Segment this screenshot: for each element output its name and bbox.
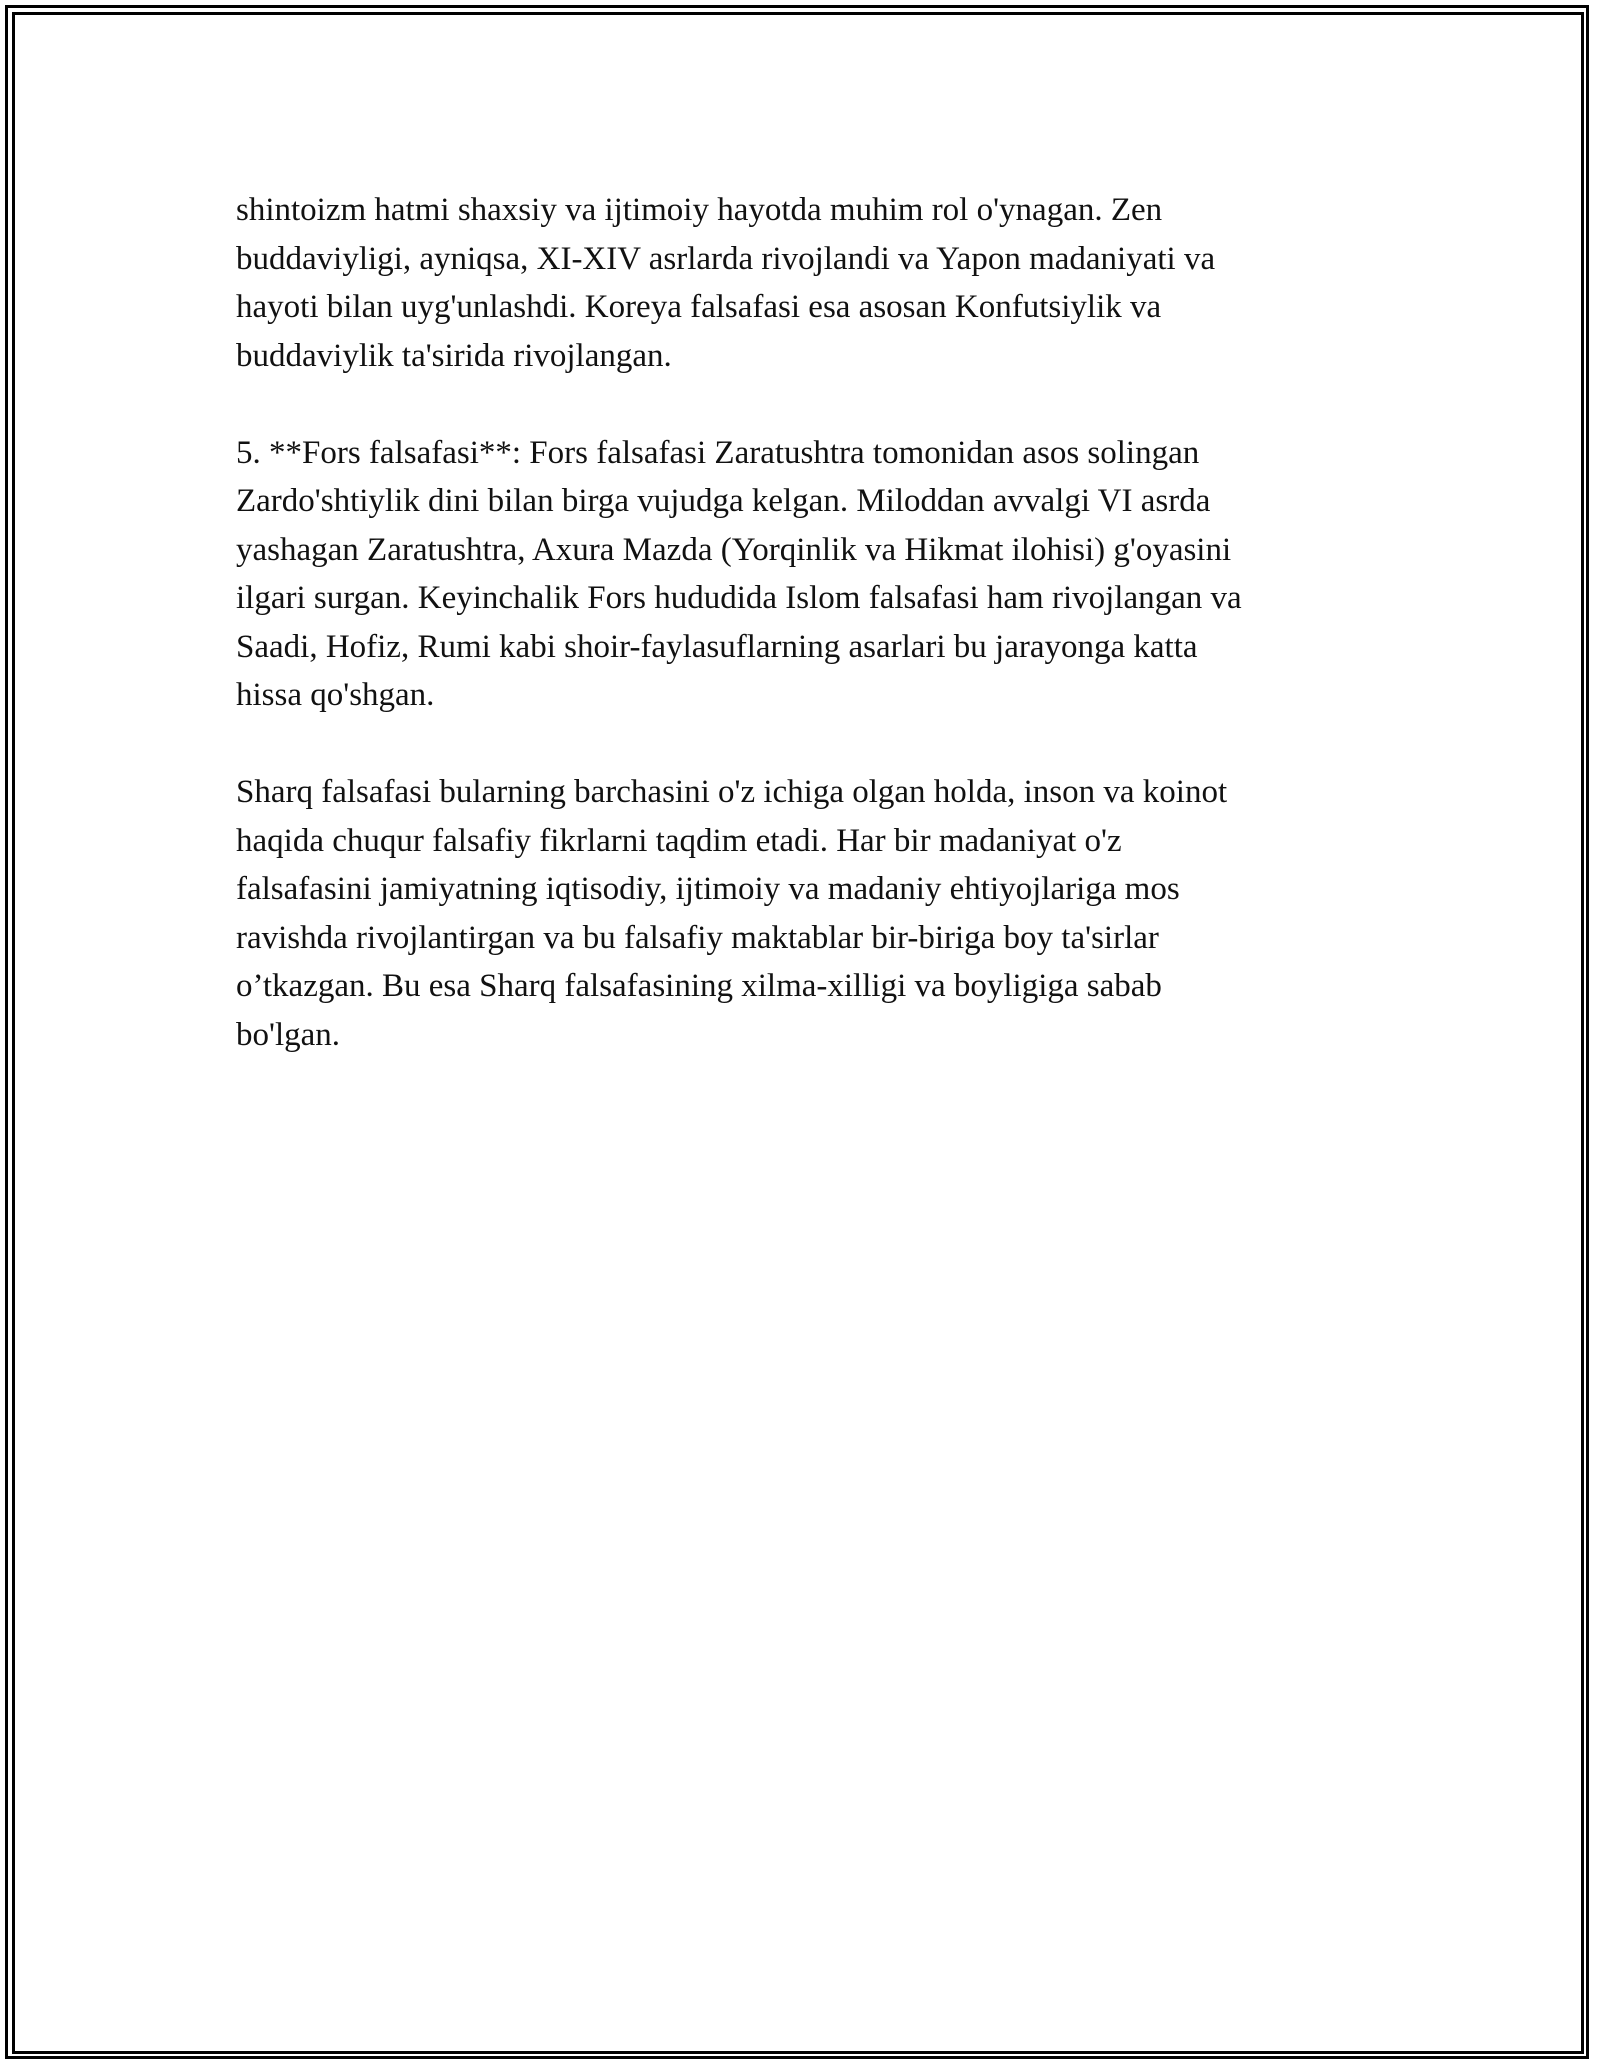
document-body xyxy=(236,186,1366,1108)
paragraph-persian-philosophy: 5. **Fors falsafasi**: Fors falsafasi Zaratushtra tomonidan asos solingan Zardo'shtiylik dini bilan birga vujudga kelgan. Miloddan avvalgi VI asrda yashagan Zaratushtra, Axura Mazda (Yorqinlik va Hikmat ilohisi) g'oyasini ilgari surgan. Keyinchalik Fors hududida Islom falsafasi ham rivojlangan va Saadi, Hofiz, Rumi kabi shoir-faylasuflarning asarlari bu jarayonga katta hissa qo'shgan. xyxy=(236,434,1242,713)
paragraph-japan-korea: shintoizm hatmi shaxsiy va ijtimoiy hayotda muhim rol o'ynagan. Zen buddaviyligi, ayniqsa, XI-XIV asrlarda rivojlandi va Yapon madaniyati va hayoti bilan uyg'unlashdi. Koreya falsafasi esa asosan Konfutsiylik va buddaviylik ta'sirida rivojlangan. xyxy=(236,192,1216,374)
paragraph-eastern-philosophy-summary: Sharq falsafasi bularning barchasini o'z ichiga olgan holda, inson va koinot haqida chuqur falsafiy fikrlarni taqdim etadi. Har bir madaniyat o'z falsafasini jamiyatning iqtisodiy, ijtimoiy va madaniy ehtiyojlariga mos ravishda rivojlantirgan va bu falsafiy maktablar bir-biriga boy ta'sirlar o’tkazgan. Bu esa Sharq falsafasining xilma-xilligi va boyligiga sabab bo'lgan. xyxy=(236,774,1228,1053)
